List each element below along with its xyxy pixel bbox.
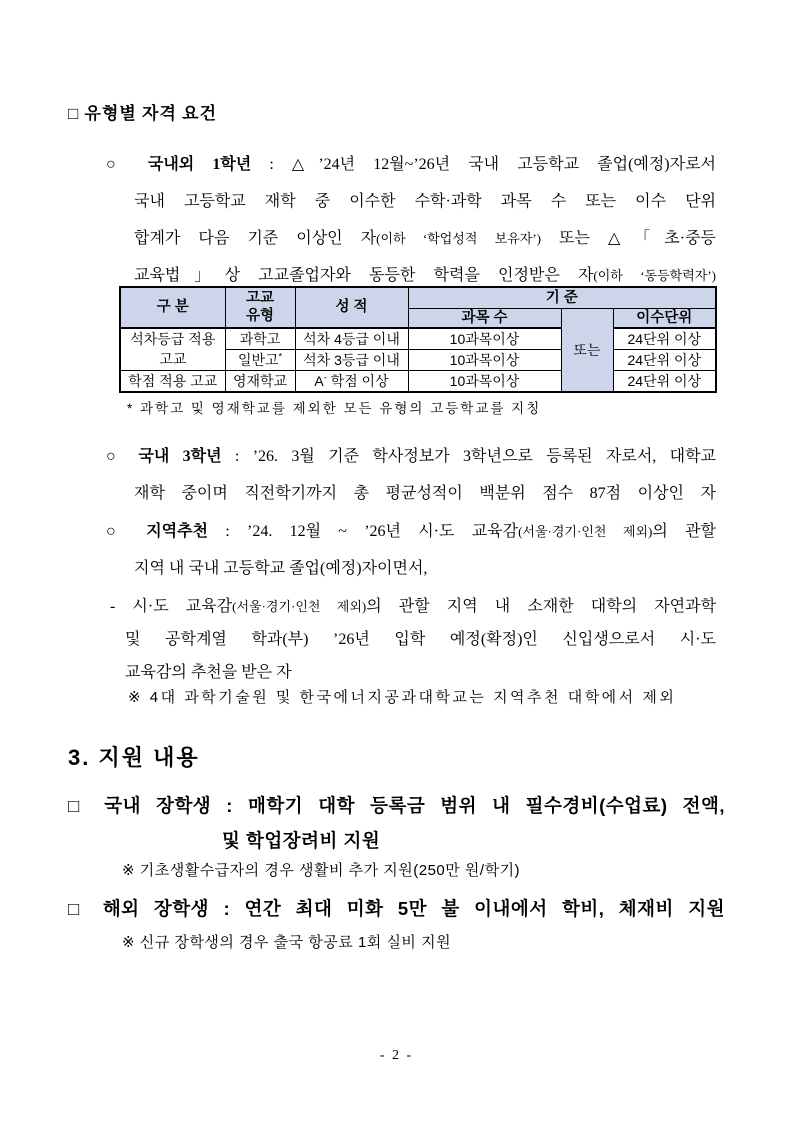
line-text: 및 학업장려비 지원	[222, 830, 381, 851]
bullet-domestic-foreign-freshman	[106, 146, 716, 294]
paragraph-line	[106, 146, 716, 183]
colon-separator: :	[208, 523, 247, 540]
table-header-criteria: 기 준	[408, 287, 716, 308]
qualification-section-title	[68, 99, 217, 124]
circle-bullet-icon: ○	[106, 156, 130, 173]
line-text: 교육법」상 고교졸업자와 동등한 학력을 인정받은 자	[134, 267, 594, 284]
cell-line: 고교	[159, 351, 187, 368]
domestic-scholarship-note: ※ 기초생활수급자의 경우 생활비 추가 지원(250만 원/학기)	[122, 862, 521, 879]
table-cell-gifted-school: 영재학교	[225, 370, 295, 392]
line-text: 의 관할 지역 내 소재한 대학의 자연과학	[366, 598, 716, 615]
line-text: 의 관할	[652, 523, 716, 540]
table-cell-subjects1: 10과목이상	[408, 328, 561, 350]
line-text: 국내 고등학교 재학 중 이수한 수학·과학 과목 수 또는 이수 단위	[134, 193, 716, 210]
table-cell-units3: 24단위 이상	[613, 370, 716, 392]
line-text: 교육감의 추천을 받은 자	[125, 664, 292, 681]
bullet-label: 해외 장학생	[102, 898, 210, 919]
region-exclusion-note: ※ 4대 과학기술원 및 한국에너지공과대학교는 지역추천 대학에서 제외	[128, 689, 677, 706]
line-text: △’24년 12월~’26년 국내 고등학교 졸업(예정)자로서	[291, 156, 716, 173]
superscript-minus: -	[323, 371, 327, 382]
line-text: 연간 최대 미화 5만 불 이내에서 학비, 체재비 지원	[244, 898, 725, 919]
square-bullet-icon: □	[68, 898, 89, 919]
dash-bullet-icon: -	[110, 598, 116, 615]
table-header-subject-count: 과목 수	[408, 308, 561, 328]
table-cell-credit-schools: 학점 적용 고교	[120, 370, 225, 392]
overseas-scholarship-item	[68, 891, 725, 926]
paragraph-line	[106, 438, 716, 475]
paragraph-line	[110, 590, 716, 623]
paragraph-line	[68, 788, 725, 823]
line-text: ’24. 12월 ~ ’26년 시·도 교육감	[246, 523, 519, 540]
paragraph-line	[110, 656, 716, 689]
paragraph-line	[106, 550, 716, 587]
section-title-text: 유형별 자격 요건	[84, 104, 217, 123]
table-cell-general-high	[225, 349, 295, 370]
table-header-grade: 성 적	[295, 287, 408, 328]
colon-separator: :	[251, 156, 292, 173]
cell-text: A	[314, 372, 324, 389]
table-cell-science-high: 과학고	[225, 328, 295, 350]
header-line: 유형	[245, 308, 274, 325]
line-text: 시·도 교육감	[132, 598, 233, 615]
table-header-units: 이수단위	[613, 308, 716, 328]
paragraph-line	[68, 823, 725, 858]
paragraph-line	[106, 220, 716, 257]
table-cell-rank4: 석차 4등급 이내	[295, 328, 408, 350]
line-text: 매학기 대학 등록금 범위 내 필수경비(수업료) 전액,	[248, 795, 725, 816]
bullet-label: 국내 3학년	[138, 448, 222, 465]
line-text: 지역 내 국내 고등학교 졸업(예정)자이면서,	[134, 560, 428, 577]
bullet-domestic-junior	[106, 438, 716, 512]
table-cell-rank-grade-schools	[120, 328, 225, 371]
circle-bullet-icon: ○	[106, 448, 126, 465]
colon-separator: :	[209, 898, 245, 919]
bullet-label: 지역추천	[146, 523, 209, 540]
paragraph-line	[110, 623, 716, 656]
paragraph-line	[106, 183, 716, 220]
square-bullet-icon: □	[68, 795, 90, 816]
table-footnote: * 과학고 및 영재학교를 제외한 모든 유형의 고등학교를 지칭	[127, 401, 542, 416]
table-cell-subjects3: 10과목이상	[408, 370, 561, 392]
parenthetical-note: (서울·경기·인천 제외)	[518, 524, 653, 539]
sub-item-recommendation-detail	[110, 590, 716, 689]
line-text: 재학 중이며 직전학기까지 총 평균성적이 백분위 점수 87점 이상인 자	[134, 485, 716, 502]
table-cell-units2: 24단위 이상	[613, 349, 716, 370]
bullet-label: 국내외 1학년	[147, 156, 252, 173]
square-bullet-icon: □	[68, 104, 80, 123]
table-cell-grade-a	[295, 370, 408, 392]
header-line: 고교	[245, 290, 274, 307]
page-number: - 2 -	[379, 1048, 414, 1063]
table-cell-rank3: 석차 3등급 이내	[295, 349, 408, 370]
footnote-marker: *	[278, 350, 283, 361]
cell-text: 학점 이상	[326, 372, 389, 389]
criteria-table	[119, 286, 717, 393]
line-text: 또는 △「초·중등	[541, 230, 716, 247]
paragraph-line	[106, 513, 716, 550]
parenthetical-note: (서울·경기·인천 제외)	[232, 599, 367, 614]
parenthetical-note: (이하 ‘동등학력자’)	[593, 268, 716, 283]
overseas-scholarship-note: ※ 신규 장학생의 경우 출국 항공료 1회 실비 지원	[122, 934, 452, 951]
domestic-scholarship-item	[68, 788, 725, 858]
colon-separator: :	[221, 448, 253, 465]
bullet-label: 국내 장학생	[104, 795, 212, 816]
table-header-school-type	[225, 287, 295, 328]
paragraph-line	[68, 891, 725, 926]
line-text: 및 공학계열 학과(부) ’26년 입학 예정(확정)인 신입생으로서 시·도	[125, 631, 716, 648]
support-section-title: 3. 지원 내용	[68, 745, 200, 770]
table-cell-or: 또는	[561, 308, 613, 392]
table-header-category: 구 분	[120, 287, 225, 328]
cell-text: 일반고	[237, 351, 279, 368]
bullet-regional-recommendation	[106, 513, 716, 587]
qualification-table	[119, 286, 717, 393]
table-cell-units1: 24단위 이상	[613, 328, 716, 350]
parenthetical-note: (이하 ‘학업성적 보유자’)	[376, 231, 541, 246]
colon-separator: :	[211, 795, 249, 816]
circle-bullet-icon: ○	[106, 523, 129, 540]
line-text: ’26. 3월 기준 학사정보가 3학년으로 등록된 자로서, 대학교	[252, 448, 716, 465]
line-text: 합계가 다음 기준 이상인 자	[134, 230, 377, 247]
table-cell-subjects2: 10과목이상	[408, 349, 561, 370]
cell-line: 석차등급 적용	[130, 331, 216, 348]
paragraph-line	[106, 475, 716, 512]
